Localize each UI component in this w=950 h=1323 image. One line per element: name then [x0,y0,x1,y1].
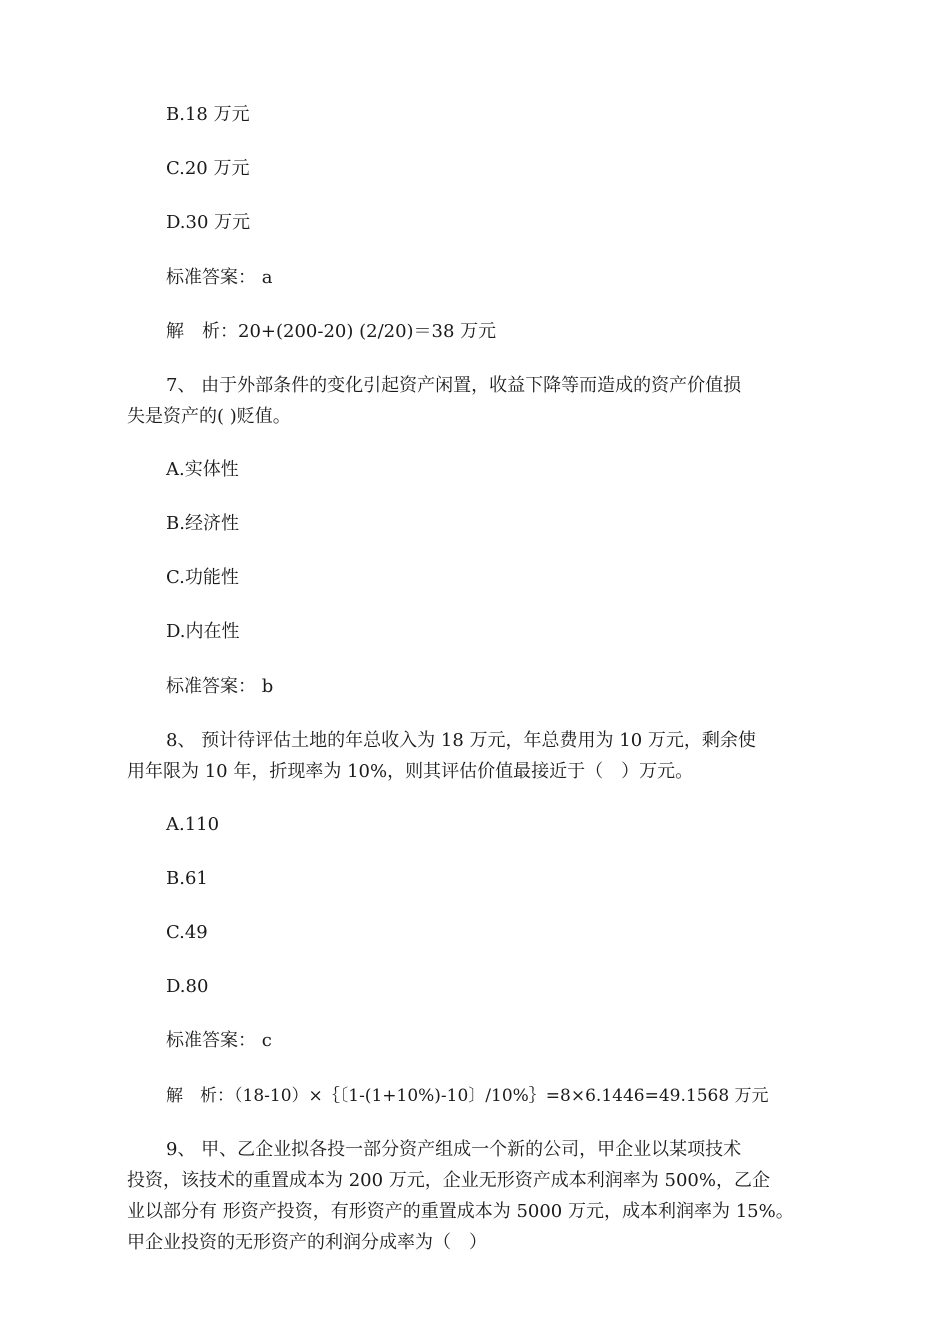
q6-option-d: D.30 万元 [166,212,251,233]
q8-option-d: D.80 [166,976,209,997]
q7-option-d: D.内在性 [166,621,240,642]
q8-option-a: A.110 [166,814,220,835]
q7-option-b: B.经济性 [166,513,239,534]
q6-option-b: B.18 万元 [166,104,250,125]
q7-stem-line2: 失是资产的( )贬值。 [127,406,291,427]
q7-answer: 标准答案： b [166,676,274,697]
q7-option-a: A.实体性 [166,459,239,480]
q7-option-c: C.功能性 [166,567,239,588]
q8-analysis: 解 析：（18-10）×｛〔1-(1+10%)-10〕/10%｝=8×6.1446=49.1568 万元 [166,1086,769,1106]
q6-option-c: C.20 万元 [166,158,250,179]
q9-stem-line3: 业以部分有 形资产投资，有形资产的重置成本为 5000 万元，成本利润率为 15%。 [127,1201,794,1222]
q8-stem-line1: 8、 预计待评估土地的年总收入为 18 万元，年总费用为 10 万元，剩余使 [166,730,756,751]
q8-option-c: C.49 [166,922,208,943]
q7-stem-line1: 7、 由于外部条件的变化引起资产闲置，收益下降等而造成的资产价值损 [166,375,742,396]
q9-stem-line4: 甲企业投资的无形资产的利润分成率为（ ） [127,1232,487,1253]
q8-option-b: B.61 [166,868,208,889]
q9-stem-line2: 投资，该技术的重置成本为 200 万元，企业无形资产成本利润率为 500%，乙企 [127,1170,770,1191]
q6-analysis: 解 析：20+(200-20) (2/20)＝38 万元 [166,321,497,342]
q6-answer: 标准答案： a [166,267,273,288]
q8-stem-line2: 用年限为 10 年，折现率为 10%，则其评估价值最接近于（ ）万元。 [127,761,694,782]
q8-answer: 标准答案： c [166,1030,272,1051]
q9-stem-line1: 9、 甲、乙企业拟各投一部分资产组成一个新的公司，甲企业以某项技术 [166,1139,742,1160]
